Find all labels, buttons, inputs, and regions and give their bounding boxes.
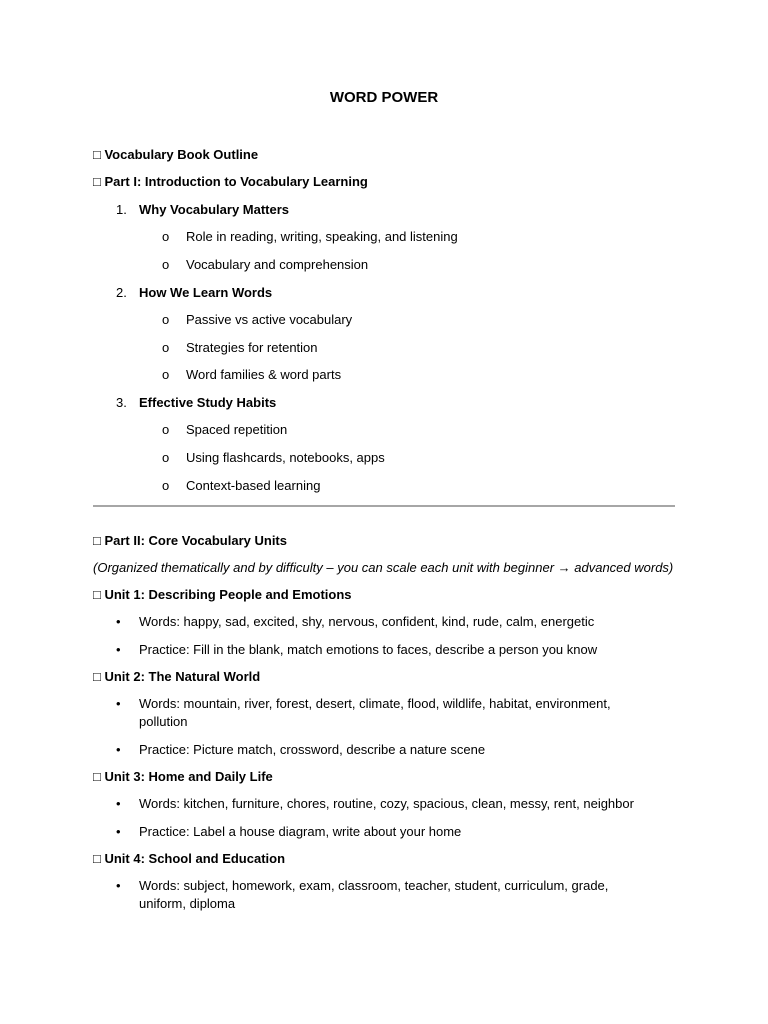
- sub-bullet: o: [162, 450, 170, 465]
- sub-bullet: o: [162, 340, 170, 355]
- sub-bullet: o: [162, 312, 170, 327]
- part2-heading: □ Part II: Core Vocabulary Units: [93, 533, 287, 548]
- unit-title: □ Unit 1: Describing People and Emotions: [93, 587, 352, 602]
- list-item: Passive vs active vocabulary: [186, 312, 353, 327]
- section-title: Effective Study Habits: [139, 395, 277, 410]
- section-number: 1.: [116, 202, 127, 217]
- sub-bullet: o: [162, 478, 170, 493]
- unit-title: □ Unit 4: School and Education: [93, 851, 286, 866]
- list-item: Practice: Fill in the blank, match emotions to faces, describe a person you know: [139, 642, 598, 657]
- sub-bullet: o: [162, 367, 170, 382]
- list-item: Word families & word parts: [186, 367, 342, 382]
- section-number: 3.: [116, 395, 127, 410]
- list-item: Words: subject, homework, exam, classroom, teacher, student, curriculum, grade, uniform, diploma: [139, 878, 609, 911]
- list-item: Role in reading, writing, speaking, and listening: [186, 229, 458, 244]
- section-title: Why Vocabulary Matters: [139, 202, 290, 217]
- section-number: 2.: [116, 285, 127, 300]
- list-item: Strategies for retention: [186, 340, 318, 355]
- list-item: Words: mountain, river, forest, desert, climate, flood, wildlife, habitat, environment, pollution: [139, 696, 611, 729]
- bullet: •: [116, 878, 121, 893]
- list-item: Using flashcards, notebooks, apps: [186, 450, 385, 465]
- sub-bullet: o: [162, 229, 170, 244]
- unit-title: □ Unit 2: The Natural World: [93, 669, 261, 684]
- outline-heading: □ Vocabulary Book Outline: [93, 147, 259, 162]
- list-item: Spaced repetition: [186, 422, 288, 437]
- section-title: How We Learn Words: [139, 285, 273, 300]
- unit-title: □ Unit 3: Home and Daily Life: [93, 769, 273, 784]
- bullet: •: [116, 696, 121, 711]
- list-item: Words: happy, sad, excited, shy, nervous, confident, kind, rude, calm, energetic: [139, 614, 595, 629]
- part1-heading: □ Part I: Introduction to Vocabulary Learning: [93, 174, 368, 189]
- list-item: Context-based learning: [186, 478, 321, 493]
- horizontal-rule: [93, 505, 675, 507]
- bullet: •: [116, 742, 121, 757]
- page-title: WORD POWER: [329, 89, 439, 106]
- list-item: Practice: Label a house diagram, write about your home: [139, 824, 462, 839]
- bullet: •: [116, 824, 121, 839]
- bullet: •: [116, 614, 121, 629]
- bullet: •: [116, 642, 121, 657]
- list-item: Vocabulary and comprehension: [186, 257, 369, 272]
- part2-note: (Organized thematically and by difficulty – you can scale each unit with beginner → advanced words): [93, 560, 674, 575]
- list-item: Practice: Picture match, crossword, describe a nature scene: [139, 742, 486, 757]
- bullet: •: [116, 796, 121, 811]
- list-item: Words: kitchen, furniture, chores, routine, cozy, spacious, clean, messy, rent, neighbor: [139, 796, 634, 811]
- sub-bullet: o: [162, 422, 170, 437]
- sub-bullet: o: [162, 257, 170, 272]
